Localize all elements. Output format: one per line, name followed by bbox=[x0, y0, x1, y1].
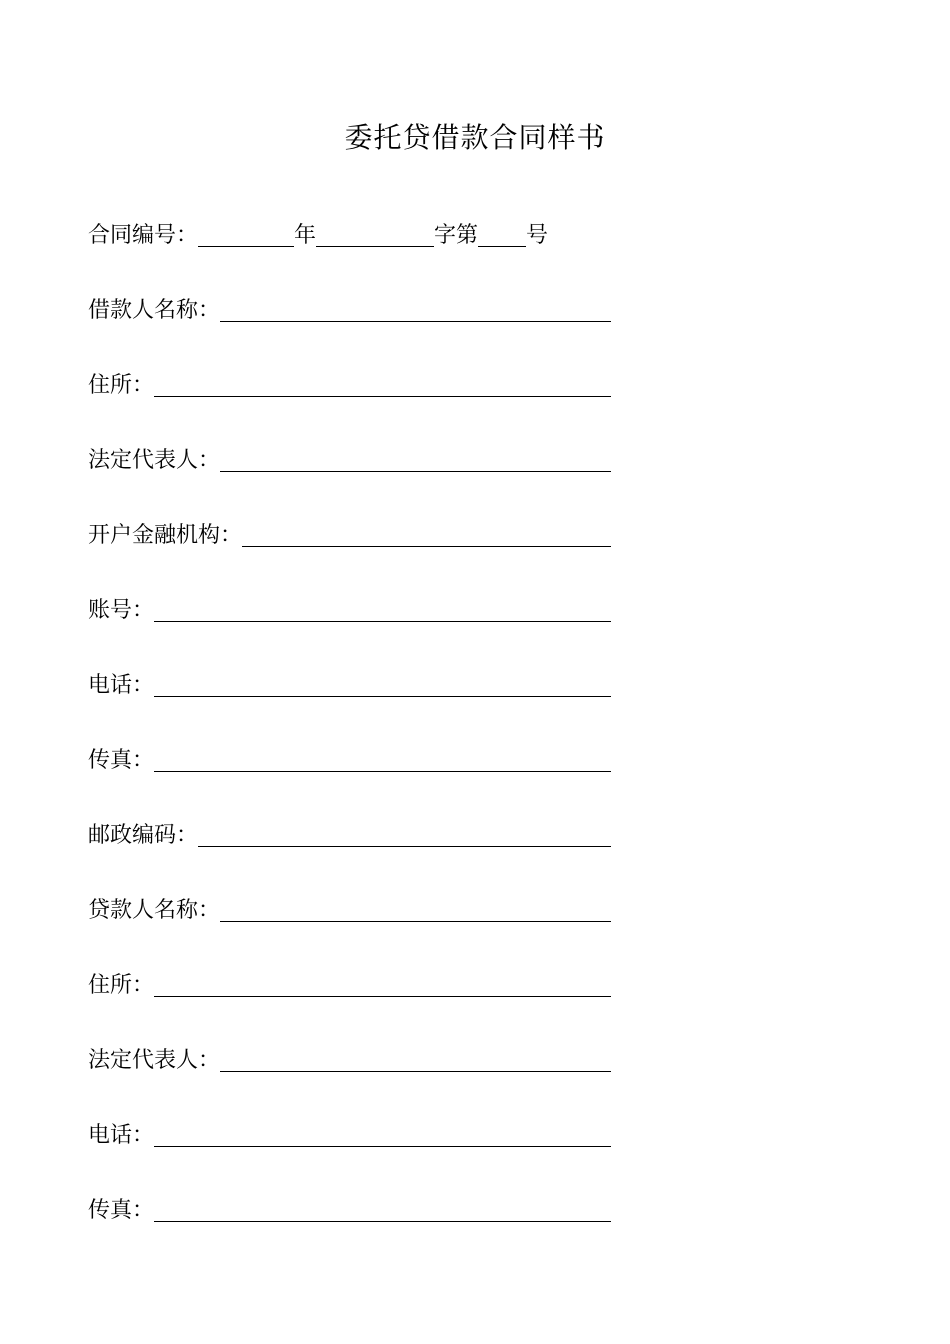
field-row bbox=[88, 893, 611, 925]
field-row bbox=[88, 518, 611, 550]
contract-number-label: 合同编号： bbox=[88, 223, 199, 248]
borrower-representative-blank[interactable] bbox=[220, 445, 611, 472]
document-title: 委托贷借款合同样书 bbox=[344, 121, 606, 154]
lender-fax-label: 传真： bbox=[88, 1198, 155, 1223]
field-row bbox=[88, 443, 611, 475]
lender-representative-label: 法定代表人： bbox=[88, 1048, 221, 1073]
contract-number-row bbox=[88, 218, 548, 250]
borrower-name-blank[interactable] bbox=[220, 295, 611, 322]
contract-char-suffix: 字第 bbox=[434, 223, 479, 248]
field-row bbox=[88, 1193, 611, 1225]
borrower-address-blank[interactable] bbox=[154, 370, 611, 397]
lender-phone-label: 电话： bbox=[88, 1123, 155, 1148]
contract-num-suffix: 号 bbox=[526, 223, 549, 248]
lender-representative-blank[interactable] bbox=[220, 1045, 611, 1072]
field-row bbox=[88, 1118, 611, 1150]
borrower-bank-blank[interactable] bbox=[242, 520, 611, 547]
borrower-fax-blank[interactable] bbox=[154, 745, 611, 772]
borrower-phone-label: 电话： bbox=[88, 673, 155, 698]
field-row bbox=[88, 818, 611, 850]
contract-char-blank[interactable] bbox=[316, 220, 434, 247]
borrower-name-label: 借款人名称： bbox=[88, 298, 221, 323]
field-row bbox=[88, 968, 611, 1000]
field-row bbox=[88, 743, 611, 775]
field-row bbox=[88, 1043, 611, 1075]
lender-fax-blank[interactable] bbox=[154, 1195, 611, 1222]
borrower-fax-label: 传真： bbox=[88, 748, 155, 773]
field-row bbox=[88, 593, 611, 625]
field-row bbox=[88, 293, 611, 325]
lender-phone-blank[interactable] bbox=[154, 1120, 611, 1147]
contract-year-blank[interactable] bbox=[198, 220, 294, 247]
borrower-postcode-blank[interactable] bbox=[198, 820, 611, 847]
borrower-postcode-label: 邮政编码： bbox=[88, 823, 199, 848]
borrower-address-label: 住所： bbox=[88, 373, 155, 398]
borrower-account-blank[interactable] bbox=[154, 595, 611, 622]
borrower-representative-label: 法定代表人： bbox=[88, 448, 221, 473]
borrower-phone-blank[interactable] bbox=[154, 670, 611, 697]
lender-address-blank[interactable] bbox=[154, 970, 611, 997]
lender-name-label: 贷款人名称： bbox=[88, 898, 221, 923]
borrower-bank-label: 开户金融机构： bbox=[88, 523, 243, 548]
borrower-account-label: 账号： bbox=[88, 598, 155, 623]
contract-year-suffix: 年 bbox=[294, 223, 317, 248]
lender-name-blank[interactable] bbox=[220, 895, 611, 922]
field-row bbox=[88, 668, 611, 700]
contract-num-blank[interactable] bbox=[478, 220, 526, 247]
field-row bbox=[88, 368, 611, 400]
lender-address-label: 住所： bbox=[88, 973, 155, 998]
